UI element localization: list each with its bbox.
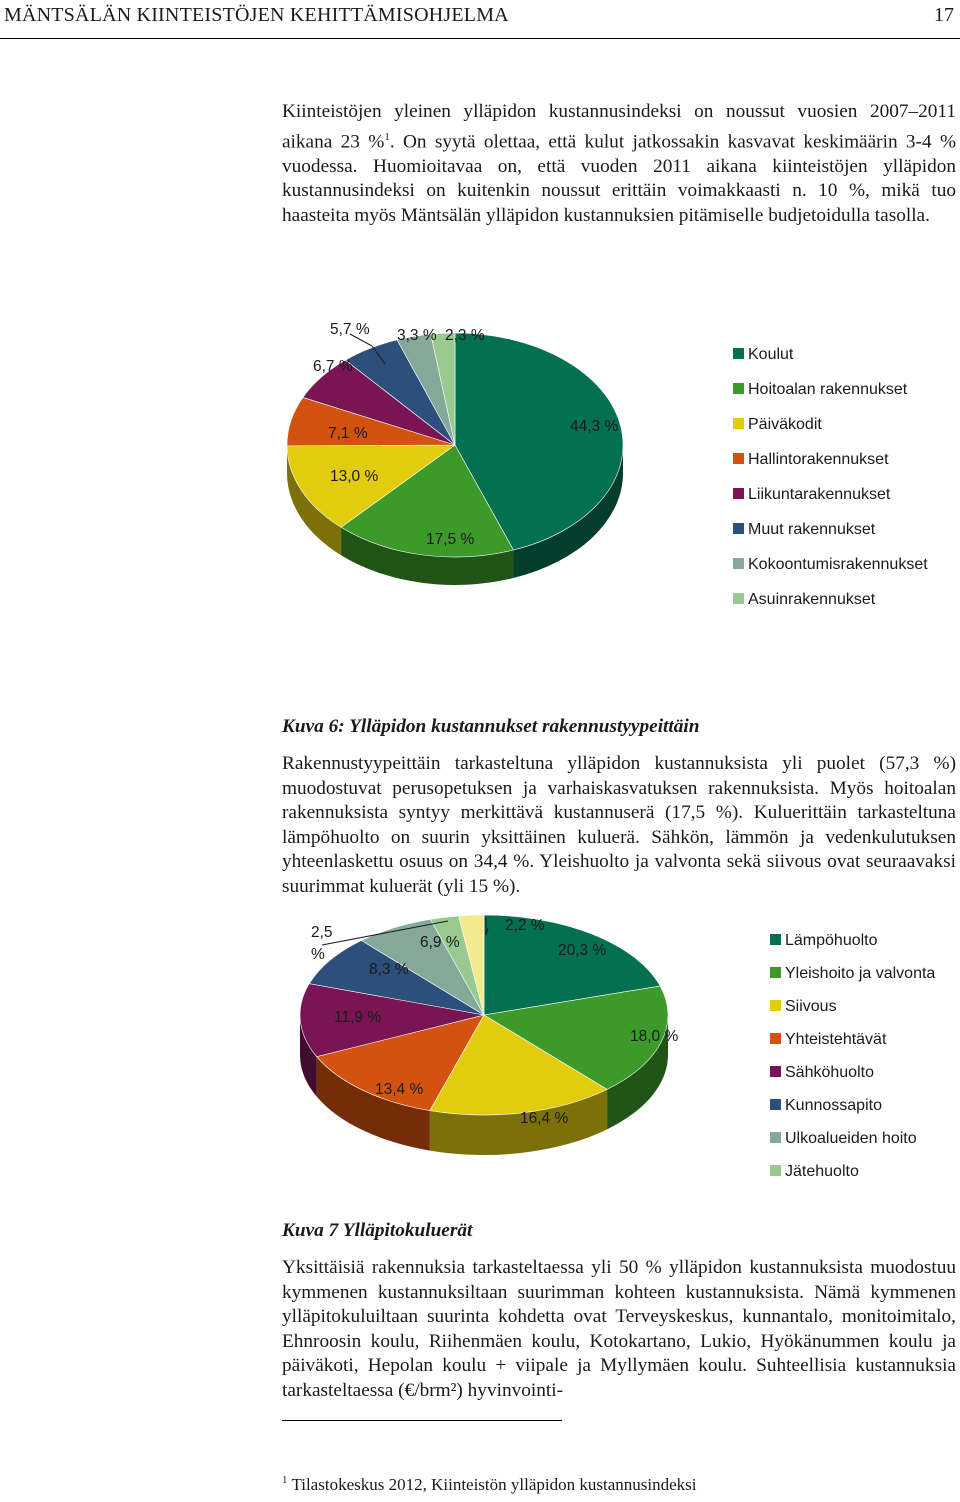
figure-6-caption: Kuva 6: Ylläpidon kustannukset rakennustyypeittäin — [282, 716, 700, 737]
legend-swatch-yleishoito-ja-valvonta — [770, 967, 781, 978]
footnote-separator — [282, 1420, 562, 1421]
legend-swatch-muut-rakennukset — [733, 523, 744, 534]
data-label: 13,4 % — [375, 1081, 424, 1098]
legend-swatch-siivous — [770, 1000, 781, 1011]
building-types-paragraph: Rakennustyypeittäin tarkasteltuna ylläpidon kustannuksista yli puolet (57,3 %) muodostuvat perusopetuksen ja varhaiskasvatuksen rakennuksista. Myös hoitoalan rakennuksista syntyy merkittävä kustannuserä (17,5 %). Kuluerittäin tarkasteltuna lämpöhuolto on suurin yksittäinen kuluerä. Sähkön, lämmön ja vedenkulutuksen yhteenlaskettu osuus on 34,4 %. Yleishuolto ja valvonta sekä siivous ovat seuraavaksi suurimmat kuluerät (yli 15 %). — [282, 753, 956, 897]
pie-chart-building-types — [0, 300, 960, 640]
data-label: 17,5 % — [426, 531, 475, 548]
data-label: 16,4 % — [520, 1110, 569, 1127]
legend-swatch-kokoontumisrakennukset — [733, 558, 744, 569]
data-label: 2,2 % — [505, 917, 545, 934]
legend-swatch-yhteisteht-v-t — [770, 1033, 781, 1044]
data-label: 11,9 % — [334, 1009, 382, 1026]
pie-chart-cost-items — [0, 905, 960, 1200]
legend-entry-koulut: Koulut — [748, 346, 794, 363]
footnote-marker: 1 — [282, 1474, 288, 1486]
legend-swatch-s-hk-huolto — [770, 1066, 781, 1077]
data-label: 2,3 % — [445, 327, 485, 344]
data-label: 7,1 % — [328, 425, 368, 442]
footnote-text: Tilastokeskus 2012, Kiinteistön ylläpidon kustannusindeksi — [291, 1475, 697, 1494]
data-label: 6,9 % — [420, 934, 460, 951]
legend-swatch-hoitoalan-rakennukset — [733, 383, 744, 394]
legend-swatch-ulkoalueiden-hoito — [770, 1132, 781, 1143]
legend-entry-muut-rakennukset: Muut rakennukset — [748, 521, 876, 538]
data-label: 8,3 % — [369, 961, 409, 978]
data-label: 6,7 % — [313, 358, 353, 375]
legend-swatch-kunnossapito — [770, 1099, 781, 1110]
footnote — [282, 1474, 696, 1495]
legend-entry-ulkoalueiden-hoito: Ulkoalueiden hoito — [785, 1130, 917, 1147]
legend-entry-liikuntarakennukset: Liikuntarakennukset — [748, 486, 891, 503]
data-label: 20,3 % — [558, 942, 607, 959]
pie-chart-cost-items-svg — [0, 905, 960, 1200]
legend-entry-kunnossapito: Kunnossapito — [785, 1097, 882, 1114]
legend-swatch-j-tehuolto — [770, 1165, 781, 1176]
pie-chart-building-types-svg — [0, 300, 960, 640]
data-label: 3,3 % — [397, 327, 437, 344]
figure-7-caption: Kuva 7 Ylläpitokuluerät — [282, 1220, 473, 1241]
data-label: 5,7 % — [330, 321, 370, 338]
legend-swatch-p-iv-kodit — [733, 418, 744, 429]
legend-entry-asuinrakennukset: Asuinrakennukset — [748, 591, 876, 608]
data-label: 18,0 % — [630, 1028, 679, 1045]
legend-entry-yleishoito-ja-valvonta: Yleishoito ja valvonta — [785, 965, 936, 982]
legend-swatch-l-mp-huolto — [770, 934, 781, 945]
legend-entry-siivous: Siivous — [785, 998, 837, 1015]
page-header — [0, 0, 960, 39]
page-number: 17 — [934, 4, 954, 26]
legend-entry-p-iv-kodit: Päiväkodit — [748, 416, 822, 433]
legend-swatch-asuinrakennukset — [733, 593, 744, 604]
legend-entry-yhteisteht-v-t: Yhteistehtävät — [785, 1031, 887, 1048]
legend-entry-l-mp-huolto: Lämpöhuolto — [785, 932, 878, 949]
legend-entry-hallintorakennukset: Hallintorakennukset — [748, 451, 889, 468]
legend-entry-j-tehuolto: Jätehuolto — [785, 1163, 859, 1180]
legend-swatch-hallintorakennukset — [733, 453, 744, 464]
legend-entry-hoitoalan-rakennukset: Hoitoalan rakennukset — [748, 381, 908, 398]
data-label: 13,0 % — [330, 468, 379, 485]
legend-entry-kokoontumisrakennukset: Kokoontumisrakennukset — [748, 556, 928, 573]
legend-entry-s-hk-huolto: Sähköhuolto — [785, 1064, 874, 1081]
legend-swatch-liikuntarakennukset — [733, 488, 744, 499]
legend-swatch-koulut — [733, 348, 744, 359]
data-label: 2,5 % — [311, 924, 333, 963]
document-title: MÄNTSÄLÄN KIINTEISTÖJEN KEHITTÄMISOHJELMA — [4, 4, 509, 26]
largest-properties-paragraph: Yksittäisiä rakennuksia tarkasteltaessa yli 50 % ylläpidon kustannuksista muodostuu kymmenen kustannuksiltaan suurimman kohteen kustannuksista. Nämä kymmenen ylläpitokuluiltaan suurinta kohdetta ovat Terveyskeskus, kunnantalo, monitoimitalo, Ehnroosin koulu, Riihenmäen koulu, Kotokartano, Lukio, Hyökänummen koulu ja päiväkoti, Hepolan koulu + viipale ja Myllymäen koulu. Suhteellisia kustannuksia tarkasteltaessa (€/brm²) hyvinvointi- — [282, 1257, 956, 1401]
footnote-reference: 1 — [384, 130, 390, 143]
intro-paragraph: Kiinteistöjen yleinen ylläpidon kustannusindeksi on noussut vuosien 2007–2011 aikana 23 %$^1$. On syytä olettaa, että kulut jatkossakin kasvavat keskimäärin 3-4 % vuodessa. Huomioitavaa on, että vuoden 2011 aikana kiinteistöjen ylläpidon kustannusindeksi on kuitenkin noussut erittäin voimakkaasti n. 10 %, mikä tuo haasteita myös Mäntsälän ylläpidon kustannuksien pitämiselle budjetoidulla tasolla. — [282, 101, 957, 226]
data-label: 44,3 % — [570, 418, 619, 435]
